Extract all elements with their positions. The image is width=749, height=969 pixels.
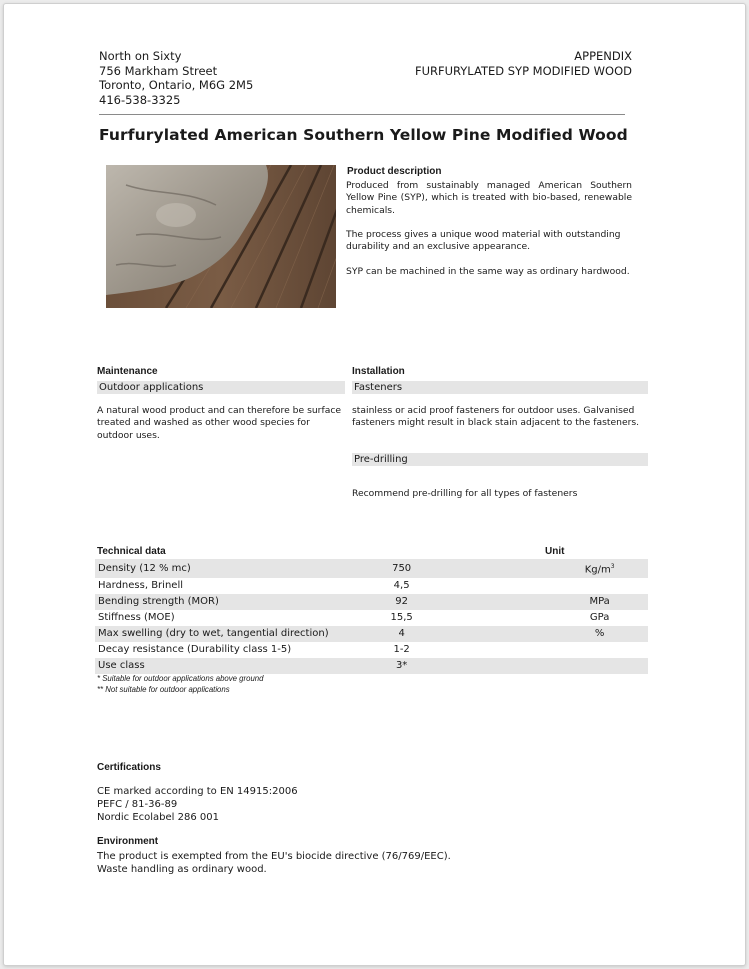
header-divider xyxy=(99,114,625,115)
environment-line: The product is exempted from the EU's biocide directive (76/769/EEC). xyxy=(97,851,451,862)
environment-text xyxy=(97,850,451,876)
table-row xyxy=(95,578,648,594)
certification-item: CE marked according to EN 14915:2006 xyxy=(97,786,298,797)
table-row xyxy=(95,610,648,626)
property-label: Max swelling (dry to wet, tangential direction) xyxy=(95,626,357,642)
property-value: 4 xyxy=(357,626,447,642)
trailing-cell xyxy=(645,642,648,658)
property-label: Hardness, Brinell xyxy=(98,580,183,592)
maintenance-text: A natural wood product and can therefore be surface treated and washed as other wood species for outdoor uses. xyxy=(97,405,342,441)
trailing-cell xyxy=(645,578,648,594)
trailing-cell xyxy=(645,594,648,610)
footnotes xyxy=(97,673,263,695)
spacer-cell xyxy=(447,610,555,626)
street-address: 756 Markham Street xyxy=(99,63,218,78)
trailing-cell xyxy=(645,626,648,642)
product-description-paragraph: SYP can be machined in the same way as ordinary hardwood. xyxy=(346,266,630,277)
appendix-label: APPENDIX xyxy=(574,49,632,63)
maintenance-heading: Maintenance xyxy=(97,366,158,377)
footnote: ** Not suitable for outdoor applications xyxy=(97,685,230,694)
pre-drilling-text: Recommend pre-drilling for all types of fasteners xyxy=(352,488,578,499)
document-title: Furfurylated American Southern Yellow Pine Modified Wood xyxy=(99,126,628,144)
property-label: Stiffness (MOE) xyxy=(98,612,175,624)
fasteners-bar: Fasteners xyxy=(352,381,648,394)
fasteners-text: stainless or acid proof fasteners for outdoor uses. Galvanised fasteners might result in black stain adjacent to the fasteners. xyxy=(352,405,640,429)
technical-data-heading: Technical data xyxy=(97,546,166,557)
document-page xyxy=(3,3,746,966)
unit-text: % xyxy=(594,628,605,640)
appendix-block xyxy=(415,49,632,78)
property-value: 4,5 xyxy=(393,580,410,592)
trailing-cell xyxy=(645,658,648,674)
pre-drilling-bar: Pre-drilling xyxy=(352,453,648,466)
property-label: Density (12 % mc) xyxy=(95,559,357,578)
outdoor-applications-bar: Outdoor applications xyxy=(97,381,345,394)
product-description-paragraph: The process gives a unique wood material with outstanding durability and an exclusive appearance. xyxy=(346,229,621,253)
unit-text: Kg/m xyxy=(584,564,611,576)
environment-line: Waste handling as ordinary wood. xyxy=(97,864,267,875)
property-value: 92 xyxy=(357,594,447,610)
company-name: North on Sixty xyxy=(99,49,182,63)
appendix-subtitle: FURFURYLATED SYP MODIFIED WOOD xyxy=(414,63,632,78)
certification-item: Nordic Ecolabel 286 001 xyxy=(97,812,219,823)
certifications-list xyxy=(97,785,298,824)
spacer-cell xyxy=(447,594,555,610)
city-address: Toronto, Ontario, M6G 2M5 xyxy=(99,78,254,92)
property-value: 3* xyxy=(357,658,447,674)
property-label: Use class xyxy=(95,658,357,674)
spacer-cell xyxy=(447,559,555,578)
unit-heading: Unit xyxy=(545,546,565,557)
property-unit xyxy=(555,594,645,610)
property-unit xyxy=(555,658,645,674)
product-photo xyxy=(106,165,336,308)
property-value: 750 xyxy=(357,559,447,578)
property-value: 15,5 xyxy=(390,612,413,624)
property-unit xyxy=(555,626,645,642)
table-row xyxy=(95,658,648,674)
company-address xyxy=(99,49,253,107)
certifications-heading: Certifications xyxy=(97,762,161,773)
table-row xyxy=(95,594,648,610)
property-label: Bending strength (MOR) xyxy=(95,594,357,610)
unit-text: GPa xyxy=(589,612,610,624)
table-row xyxy=(95,626,648,642)
certification-item: PEFC / 81-36-89 xyxy=(97,799,178,810)
phone-number: 416-538-3325 xyxy=(99,92,181,107)
environment-heading: Environment xyxy=(97,836,159,847)
table-row xyxy=(95,559,648,578)
spacer-cell xyxy=(447,642,555,658)
table-row xyxy=(95,642,648,658)
trailing-cell xyxy=(645,610,648,626)
property-unit xyxy=(555,578,645,594)
footnote: * Suitable for outdoor applications above ground xyxy=(97,674,264,683)
trailing-cell xyxy=(645,559,648,578)
spacer-cell xyxy=(447,626,555,642)
spacer-cell xyxy=(447,658,555,674)
technical-data-table xyxy=(95,559,648,674)
property-unit xyxy=(555,610,645,626)
product-description-paragraph: Produced from sustainably managed American Southern Yellow Pine (SYP), which is treated with bio-based, renewable chemicals. xyxy=(346,180,632,216)
unit-superscript: 3 xyxy=(610,563,615,570)
spacer-cell xyxy=(447,578,555,594)
product-description-heading: Product description xyxy=(347,166,442,177)
property-unit xyxy=(555,642,645,658)
property-label: Decay resistance (Durability class 1-5) xyxy=(98,644,292,656)
unit-text: MPa xyxy=(589,596,610,608)
property-value: 1-2 xyxy=(393,644,410,656)
installation-heading: Installation xyxy=(352,366,405,377)
property-unit xyxy=(555,559,645,578)
